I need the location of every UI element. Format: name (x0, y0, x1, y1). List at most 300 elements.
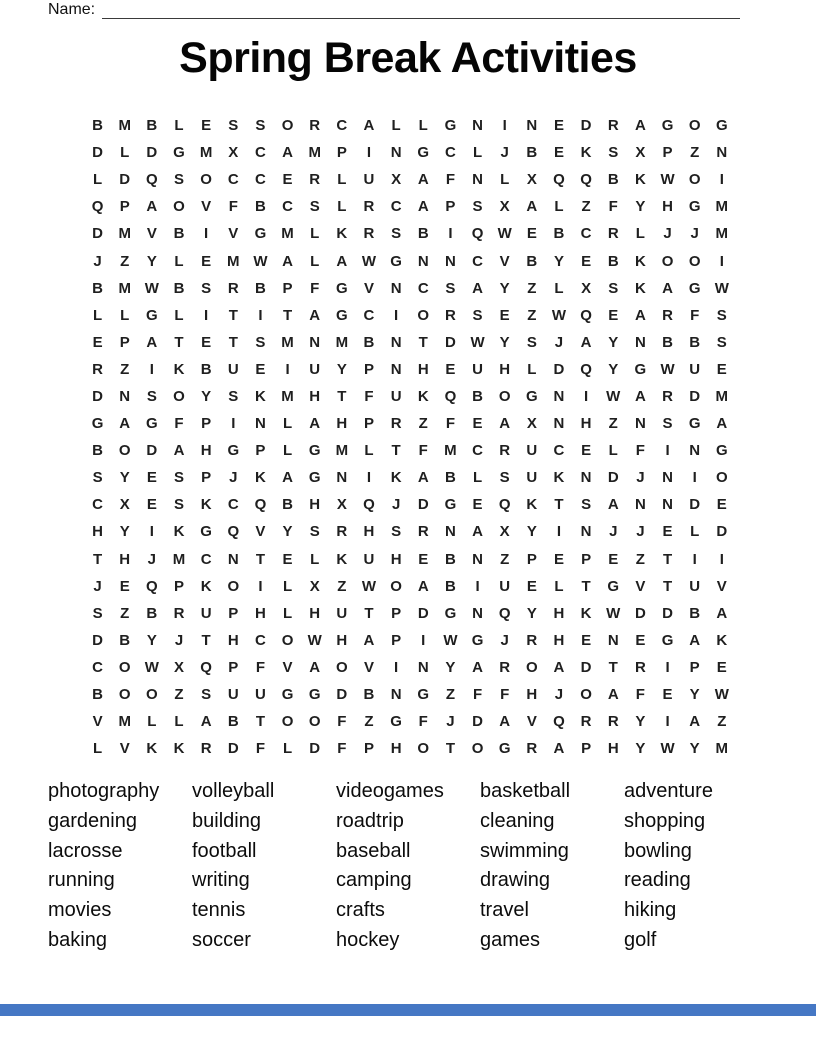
grid-cell: L (174, 713, 184, 731)
grid-cell: I (366, 144, 372, 162)
grid-cell: N (444, 252, 456, 270)
grid-cell: Q (227, 523, 240, 541)
footer-accent-bar (0, 1004, 816, 1016)
grid-cell: R (363, 225, 375, 243)
grid-cell: O (281, 713, 294, 731)
grid-cell: M (199, 144, 213, 162)
grid-cell: E (146, 469, 157, 487)
page-title: Spring Break Activities (179, 34, 637, 82)
grid-cell: I (584, 387, 589, 405)
grid-cell: W (551, 306, 567, 324)
grid-cell: L (364, 442, 374, 460)
grid-cell: S (581, 496, 592, 514)
word-list-item: lacrosse (48, 839, 123, 862)
grid-cell: V (526, 713, 537, 731)
grid-cell: L (418, 117, 428, 135)
grid-cell: J (554, 333, 564, 351)
grid-cell: C (390, 198, 402, 216)
grid-cell: X (336, 496, 347, 514)
grid-cell: P (173, 577, 184, 595)
grid-cell: G (390, 713, 402, 731)
grid-cell: D (417, 604, 429, 622)
grid-cell: O (390, 577, 402, 595)
grid-cell: S (608, 279, 619, 297)
grid-cell: E (255, 360, 266, 378)
grid-cell: E (201, 333, 212, 351)
grid-cell: G (227, 442, 240, 460)
grid-cell: E (282, 171, 293, 189)
grid-cell: U (390, 387, 402, 405)
grid-cell: A (634, 387, 646, 405)
grid-cell: Q (363, 496, 375, 514)
grid-cell: Y (119, 469, 130, 487)
grid-cell: X (581, 279, 592, 297)
grid-cell: D (553, 360, 565, 378)
grid-cell: L (282, 577, 293, 595)
grid-cell: W (714, 279, 729, 297)
grid-cell: O (281, 631, 294, 649)
grid-cell: I (475, 577, 480, 595)
grid-cell: H (390, 740, 402, 758)
grid-cell: E (716, 496, 727, 514)
grid-cell: W (714, 686, 729, 704)
grid-cell: Q (200, 658, 212, 676)
grid-cell: O (688, 252, 701, 270)
grid-cell: R (173, 604, 185, 622)
word-list-column (192, 777, 336, 956)
grid-cell: G (688, 415, 701, 433)
grid-cell: F (445, 171, 455, 189)
grid-cell: H (119, 550, 131, 568)
grid-cell: C (92, 496, 103, 514)
grid-cell: Y (608, 333, 619, 351)
grid-cell: A (716, 604, 728, 622)
grid-cell: L (92, 740, 103, 758)
grid-cell: U (526, 469, 538, 487)
grid-cell: X (119, 496, 130, 514)
grid-cell: S (173, 496, 184, 514)
grid-cell: V (228, 225, 239, 243)
grid-cell: O (308, 713, 321, 731)
grid-cell: N (553, 387, 565, 405)
grid-cell: R (309, 171, 321, 189)
grid-cell: A (662, 279, 673, 297)
grid-cell: D (92, 225, 103, 243)
grid-cell: Y (689, 686, 700, 704)
grid-cell: I (719, 252, 724, 270)
grid-cell: J (93, 252, 102, 270)
grid-cell: I (394, 658, 399, 676)
grid-cell: F (635, 442, 645, 460)
grid-cell: J (391, 496, 401, 514)
grid-cell: J (636, 469, 645, 487)
grid-cell: O (688, 171, 701, 189)
grid-cell: R (227, 279, 239, 297)
grid-cell: A (363, 631, 375, 649)
grid-cell: L (310, 550, 320, 568)
grid-cell: H (309, 387, 321, 405)
grid-cell: K (580, 144, 592, 162)
grid-cell: J (690, 225, 699, 243)
grid-cell: W (606, 604, 621, 622)
grid-cell: C (227, 171, 239, 189)
grid-cell: B (146, 604, 158, 622)
grid-cell: N (634, 333, 646, 351)
grid-cell: L (174, 117, 184, 135)
grid-cell: N (607, 631, 619, 649)
grid-cell: E (526, 225, 537, 243)
grid-cell: E (499, 306, 510, 324)
grid-cell: H (526, 686, 538, 704)
grid-cell: R (390, 415, 402, 433)
grid-cell: N (390, 333, 402, 351)
grid-cell: T (418, 333, 428, 351)
grid-cell: M (118, 279, 131, 297)
grid-cell: H (607, 740, 619, 758)
grid-cell: W (144, 279, 159, 297)
grid-cell: O (281, 117, 294, 135)
grid-cell: K (336, 225, 348, 243)
grid-cell: H (336, 415, 348, 433)
grid-cell: B (227, 713, 239, 731)
grid-cell: N (580, 469, 592, 487)
grid-cell: A (417, 469, 429, 487)
grid-cell: G (688, 198, 701, 216)
grid-cell: A (146, 198, 158, 216)
grid-cell: C (580, 225, 592, 243)
grid-cell: M (335, 333, 349, 351)
grid-cell: R (444, 306, 456, 324)
grid-cell: W (660, 740, 675, 758)
grid-cell: N (472, 117, 483, 135)
grid-cell: N (634, 415, 646, 433)
grid-cell: P (201, 415, 212, 433)
grid-cell: P (363, 415, 374, 433)
grid-cell: Y (635, 740, 646, 758)
grid-cell: T (174, 333, 184, 351)
grid-cell: O (498, 387, 511, 405)
grid-cell: V (282, 658, 293, 676)
grid-cell: L (527, 360, 537, 378)
grid-cell: G (91, 415, 104, 433)
grid-cell: T (282, 306, 293, 324)
grid-cell: N (526, 117, 538, 135)
grid-cell: X (635, 144, 646, 162)
grid-cell: K (716, 631, 728, 649)
grid-cell: W (660, 360, 675, 378)
grid-cell: P (391, 631, 402, 649)
grid-cell: B (689, 333, 701, 351)
grid-cell: A (309, 306, 321, 324)
grid-cell: B (417, 225, 429, 243)
grid-cell: S (173, 469, 184, 487)
grid-cell: S (201, 279, 212, 297)
grid-cell: Y (445, 658, 456, 676)
grid-cell: Z (337, 577, 347, 595)
grid-cell: B (254, 279, 266, 297)
grid-cell: K (254, 469, 266, 487)
grid-cell: E (716, 360, 727, 378)
grid-cell: G (444, 496, 457, 514)
grid-cell: K (173, 360, 185, 378)
grid-cell: G (498, 740, 511, 758)
grid-cell: T (364, 604, 374, 622)
grid-cell: I (204, 306, 209, 324)
word-list-item: running (48, 869, 115, 892)
grid-cell: R (336, 523, 348, 541)
grid-cell: K (200, 577, 212, 595)
grid-cell: Q (580, 306, 592, 324)
grid-cell: I (285, 360, 290, 378)
grid-cell: D (336, 686, 348, 704)
grid-cell: D (92, 387, 103, 405)
grid-cell: C (254, 631, 266, 649)
grid-cell: H (553, 604, 565, 622)
grid-cell: O (336, 658, 348, 676)
grid-cell: P (201, 469, 212, 487)
grid-cell: P (228, 604, 239, 622)
grid-cell: N (472, 604, 483, 622)
grid-cell: Y (635, 713, 646, 731)
grid-cell: D (634, 604, 646, 622)
grid-cell: L (147, 713, 157, 731)
grid-cell: D (227, 740, 239, 758)
grid-cell: A (309, 658, 321, 676)
grid-cell: D (716, 523, 728, 541)
grid-cell: J (609, 523, 618, 541)
grid-cell: B (146, 117, 158, 135)
grid-cell: N (662, 496, 673, 514)
grid-cell: D (444, 333, 456, 351)
grid-cell: N (390, 144, 402, 162)
grid-cell: S (445, 279, 456, 297)
grid-cell: L (120, 144, 130, 162)
grid-cell: N (634, 496, 646, 514)
grid-cell: I (665, 442, 670, 460)
grid-cell: H (390, 550, 402, 568)
grid-cell: A (417, 171, 429, 189)
grid-cell: G (308, 469, 321, 487)
grid-cell: Z (364, 713, 374, 731)
grid-cell: A (309, 415, 321, 433)
grid-cell: D (607, 469, 619, 487)
grid-cell: E (553, 144, 564, 162)
word-list-item: photography (48, 780, 160, 802)
word-list-item: movies (48, 899, 112, 922)
grid-cell: U (227, 686, 239, 704)
grid-cell: K (173, 523, 185, 541)
grid-cell: L (635, 225, 645, 243)
grid-cell: A (472, 658, 483, 676)
grid-cell: Y (526, 604, 537, 622)
grid-cell: O (525, 658, 538, 676)
grid-cell: B (92, 442, 103, 460)
grid-cell: N (119, 387, 131, 405)
grid-cell: R (92, 360, 103, 378)
grid-cell: C (444, 144, 456, 162)
grid-cell: K (200, 496, 212, 514)
grid-cell: H (254, 604, 266, 622)
grid-cell: K (634, 252, 646, 270)
grid-cell: I (692, 550, 697, 568)
grid-cell: I (665, 658, 670, 676)
grid-cell: F (228, 198, 238, 216)
grid-cell: P (119, 333, 130, 351)
grid-cell: Z (690, 144, 700, 162)
grid-cell: K (526, 496, 538, 514)
grid-cell: E (662, 686, 673, 704)
grid-cell: T (608, 658, 618, 676)
grid-cell: O (661, 252, 674, 270)
grid-cell: B (92, 117, 103, 135)
grid-cell: G (444, 117, 457, 135)
grid-cell: G (173, 144, 185, 162)
grid-cell: V (146, 225, 157, 243)
grid-cell: B (526, 252, 538, 270)
grid-cell: N (662, 469, 673, 487)
grid-cell: V (499, 252, 510, 270)
grid-cell: N (417, 252, 429, 270)
grid-cell: M (335, 442, 349, 460)
grid-cell: A (689, 713, 701, 731)
grid-cell: U (472, 360, 483, 378)
grid-cell: S (716, 333, 727, 351)
grid-cell: P (228, 658, 239, 676)
grid-cell: G (417, 144, 430, 162)
grid-cell: Q (580, 360, 592, 378)
grid-cell: K (634, 279, 646, 297)
word-list-item: reading (624, 869, 691, 892)
grid-cell: U (254, 686, 266, 704)
grid-cell: F (690, 306, 700, 324)
grid-cell: C (472, 442, 483, 460)
word-list-item: soccer (192, 928, 251, 951)
grid-cell: L (472, 144, 483, 162)
grid-cell: L (337, 198, 347, 216)
grid-cell: S (92, 469, 103, 487)
grid-cell: O (173, 387, 185, 405)
grid-cell: F (418, 713, 428, 731)
grid-cell: I (258, 306, 263, 324)
grid-cell: W (470, 333, 485, 351)
grid-cell: K (146, 740, 158, 758)
grid-cell: L (690, 523, 700, 541)
word-list-item: cleaning (480, 809, 555, 832)
grid-cell: Q (580, 171, 592, 189)
grid-cell: Z (581, 198, 591, 216)
grid-cell: D (92, 144, 103, 162)
grid-cell: F (255, 740, 265, 758)
grid-cell: B (444, 550, 456, 568)
grid-cell: O (118, 686, 131, 704)
grid-cell: F (364, 387, 374, 405)
grid-cell: L (500, 171, 510, 189)
grid-cell: U (309, 360, 321, 378)
grid-cell: A (200, 713, 212, 731)
grid-cell: H (309, 604, 321, 622)
grid-cell: N (336, 469, 348, 487)
grid-cell: N (472, 550, 483, 568)
grid-cell: E (119, 577, 130, 595)
grid-cell: G (661, 117, 674, 135)
grid-cell: B (119, 631, 131, 649)
grid-cell: A (282, 144, 293, 162)
grid-cell: G (200, 523, 212, 541)
word-list-item: basketball (480, 780, 571, 802)
grid-cell: M (118, 225, 131, 243)
grid-cell: O (118, 442, 131, 460)
grid-cell: V (363, 279, 374, 297)
grid-cell: Z (120, 604, 130, 622)
grid-cell: L (174, 252, 184, 270)
grid-cell: R (607, 117, 619, 135)
grid-cell: A (173, 442, 185, 460)
grid-cell: I (665, 713, 670, 731)
grid-cell: A (417, 198, 429, 216)
grid-cell: U (526, 442, 538, 460)
grid-cell: Q (254, 496, 267, 514)
grid-cell: Y (146, 252, 157, 270)
grid-cell: Y (608, 360, 619, 378)
grid-cell: L (554, 279, 564, 297)
grid-cell: A (607, 686, 619, 704)
grid-cell: Y (689, 740, 700, 758)
grid-cell: B (92, 686, 103, 704)
grid-cell: O (715, 469, 728, 487)
grid-cell: B (553, 225, 565, 243)
grid-cell: M (281, 333, 294, 351)
word-list-item: gardening (48, 809, 137, 832)
grid-cell: H (336, 631, 348, 649)
grid-cell: E (581, 252, 592, 270)
grid-cell: K (580, 604, 592, 622)
grid-cell: L (92, 171, 103, 189)
word-list-item: games (480, 928, 541, 951)
grid-cell: B (363, 333, 375, 351)
grid-cell: V (716, 577, 727, 595)
grid-cell: G (281, 686, 294, 704)
grid-cell: W (497, 225, 512, 243)
grid-cell: A (282, 469, 293, 487)
grid-cell: U (200, 604, 212, 622)
grid-cell: T (201, 631, 211, 649)
grid-cell: P (282, 279, 293, 297)
grid-cell: E (418, 550, 429, 568)
grid-cell: S (472, 198, 483, 216)
word-list-item: baseball (336, 839, 411, 862)
grid-cell: B (662, 333, 673, 351)
grid-cell: G (308, 442, 321, 460)
grid-cell: F (472, 686, 483, 704)
grid-cell: Y (499, 333, 510, 351)
grid-cell: B (689, 604, 701, 622)
grid-cell: F (255, 658, 265, 676)
grid-cell: L (310, 252, 320, 270)
grid-cell: J (554, 686, 564, 704)
grid-cell: I (258, 577, 263, 595)
word-list-item: hiking (624, 899, 677, 922)
grid-cell: E (146, 496, 157, 514)
grid-cell: F (418, 442, 428, 460)
grid-cell: E (662, 523, 673, 541)
grid-cell: B (363, 686, 375, 704)
grid-cell: C (254, 144, 266, 162)
word-list-item: drawing (480, 869, 551, 892)
grid-cell: X (228, 144, 239, 162)
grid-cell: Z (500, 550, 510, 568)
grid-cell: Q (444, 387, 457, 405)
grid-cell: W (361, 577, 377, 595)
